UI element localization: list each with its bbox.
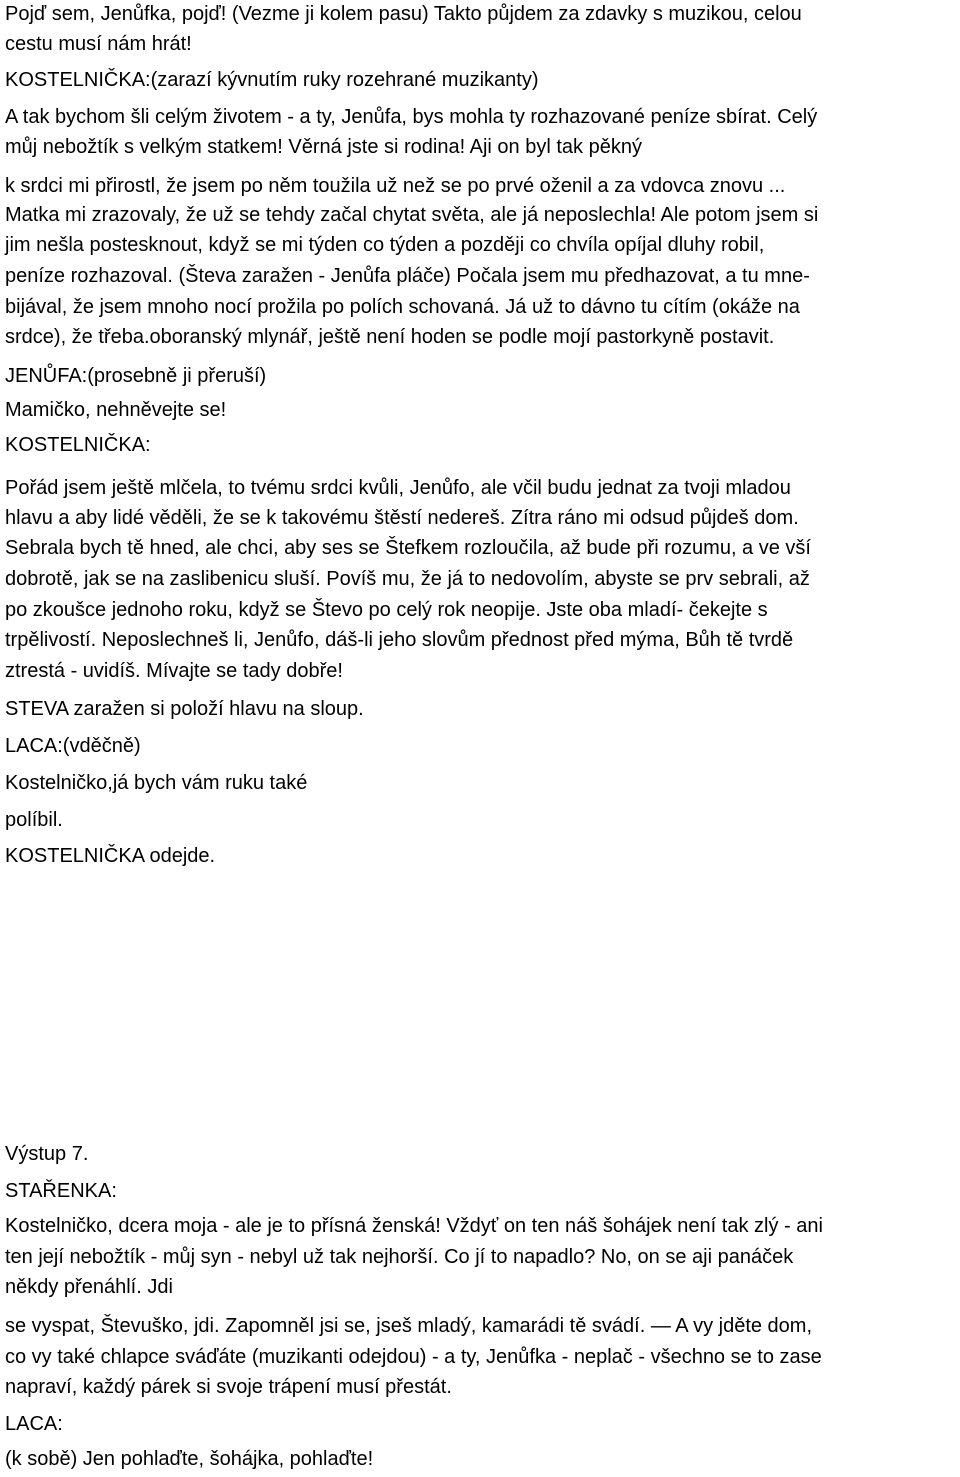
text-line: (k sobě) Jen pohlaďte, šohájka, pohlaďte!: [5, 1448, 374, 1470]
text-line: Matka mi zrazovaly, že už se tehdy začal chytat světa, ale já neposlechla! Ale potom jsem si: [5, 204, 819, 226]
text-line: můj nebožtík s velkým statkem! Věrná jste si rodina! Aji on byl tak pěkný: [5, 136, 642, 158]
speaker-line: LACA:: [5, 1413, 63, 1435]
speaker-line: JENŮFA:(prosebně ji přeruší): [5, 365, 267, 387]
speaker-line: STAŘENKA:: [5, 1180, 117, 1202]
text-line: A tak bychom šli celým životem - a ty, Jenůfa, bys mohla ty rozhazované peníze sbírat. Celý: [5, 106, 818, 128]
speaker-line: KOSTELNIČKA:: [5, 434, 151, 456]
text-line: ztrestá - uvidíš. Mívajte se tady dobře!: [5, 660, 343, 682]
text-line: Kostelničko, dcera moja - ale je to přísná ženská! Vždyť on ten náš šohájek není tak zlý - ani: [5, 1215, 823, 1237]
text-line: po zkoušce jednoho roku, když se Števo po celý rok neopije. Jste oba mladí- čekejte s: [5, 599, 768, 621]
text-line: políbil.: [5, 809, 63, 831]
text-line: srdce), že třeba.oboranský mlynář, ještě není hoden se podle mojí pastorkyně postavit.: [5, 326, 775, 348]
text-line: někdy přenáhlí. Jdi: [5, 1276, 173, 1298]
text-line: napraví, každý párek si svoje trápení musí přestát.: [5, 1376, 452, 1398]
text-line: trpělivostí. Neposlechneš li, Jenůfo, dáš-li jeho slovům přednost před mýma, Bůh tě tvrdě: [5, 629, 794, 651]
text-line: Pojď sem, Jenůfka, pojď! (Vezme ji kolem pasu) Takto půjdem za zdavky s muzikou, celou: [5, 3, 802, 25]
text-line: bijával, že jsem mnoho nocí prožila po polích schovaná. Já už to dávno tu cítím (okáže na: [5, 296, 800, 318]
stage-direction-line: STEVA zaražen si položí hlavu na sloup.: [5, 698, 364, 720]
scene-heading: Výstup 7.: [5, 1143, 89, 1165]
speaker-line: LACA:(vděčně): [5, 735, 141, 757]
text-line: se vyspat, Števuško, jdi. Zapomněl jsi se, jseš mladý, kamarádi tě svádí. — A vy jděte dom,: [5, 1315, 813, 1337]
text-line: Mamičko, nehněvejte se!: [5, 399, 227, 421]
text-line: peníze rozhazoval. (Števa zaražen - Jenůfa pláče) Počala jsem mu předhazovat, a tu mne-: [5, 265, 810, 287]
text-line: co vy také chlapce sváďáte (muzikanti odejdou) - a ty, Jenůfka - neplač - všechno se to zase: [5, 1346, 822, 1368]
text-line: hlavu a aby lidé věděli, že se k takovému štěstí nedereš. Zítra ráno mi odsud půjdeš dom.: [5, 507, 799, 529]
text-line: Kostelničko,já bych vám ruku také: [5, 772, 308, 794]
speaker-line: KOSTELNIČKA:(zarazí kývnutím ruky rozehrané muzikanty): [5, 69, 539, 91]
text-line: k srdci mi přirostl, že jsem po něm toužila už než se po prvé oženil a za vdovca znovu ...: [5, 175, 786, 197]
text-line: Sebrala bych tě hned, ale chci, aby ses se Štefkem rozloučila, až bude při rozumu, a ve vší: [5, 537, 811, 559]
text-line: ten její nebožtík - můj syn - nebyl už tak nejhorší. Co jí to napadlo? No, on se aji panáček: [5, 1246, 794, 1268]
text-line: jim nešla postesknout, když se mi týden co týden a později co chvíla opíjal dluhy robil,: [5, 234, 765, 256]
text-line: cestu musí nám hrát!: [5, 33, 192, 55]
text-line: Pořád jsem ještě mlčela, to tvému srdci kvůli, Jenůfo, ale včil budu jednat za tvoji mladou: [5, 477, 791, 499]
stage-direction-line: KOSTELNIČKA odejde.: [5, 845, 216, 867]
text-line: dobrotě, jak se na zaslibenicu sluší. Povíš mu, že já to nedovolím, abyste se prv sebrali, až: [5, 568, 810, 590]
